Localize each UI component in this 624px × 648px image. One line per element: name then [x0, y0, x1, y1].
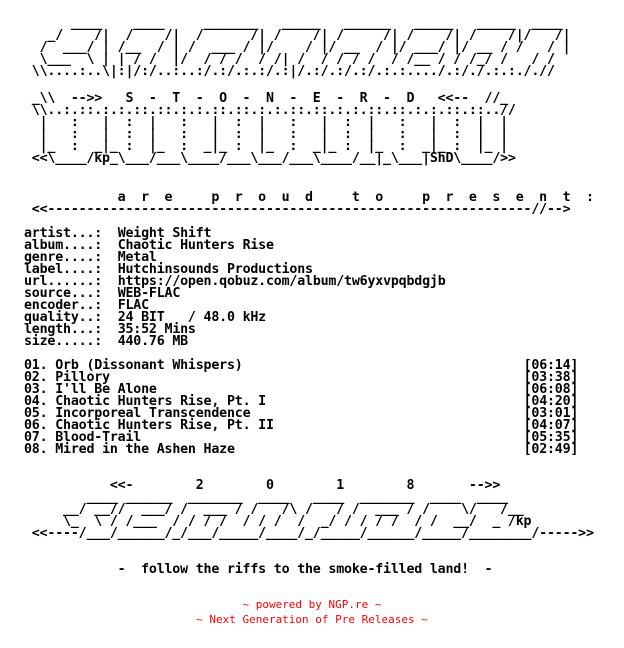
track-duration: [02:49] — [523, 442, 579, 457]
track-duration: [04:07] — [523, 418, 579, 433]
track-title: Chaotic Hunters Rise, Pt. II — [55, 418, 274, 433]
track-duration: [04:20] — [523, 394, 579, 409]
info-value: WEB-FLAC — [117, 286, 181, 301]
ascii-year-banner: <<- 2 0 1 8 -->> ____ ______ _______ ____ ____ _______ ____ ____ __/ __// ___/ / ___ / / /\ / / / ___ / / \/ /__ \_ \ / /___ / / / / / / / / _/ / / / / / / __/ _ /kp <<----/___/______/_/___/_____/____/_/_____/______/_____/________/----->> — [31, 478, 594, 541]
track-title: Incorporeal Transcendence — [55, 406, 251, 421]
track-duration: [06:08] — [523, 382, 579, 397]
track-number: 08. — [24, 442, 48, 457]
info-value: Weight Shift — [117, 226, 212, 241]
tracklist — [24, 360, 578, 456]
info-key: length...: — [24, 322, 103, 337]
track-duration: [03:01] — [523, 406, 579, 421]
info-value: FLAC — [117, 298, 149, 313]
track-duration: [03:38] — [523, 370, 579, 385]
track-title: Orb (Dissonant Whispers) — [55, 358, 243, 373]
info-key: quality..: — [24, 310, 103, 325]
track-duration: [06:14] — [523, 358, 579, 373]
track-number: 07. — [24, 430, 48, 445]
ascii-logo: ____ ____ _______ _____ ______ _____ _____ ____ _/ /| / /| / /| / /| / /| / /| / /|/ /| / ___/ | /__ / | / ___ / |/ / |/ __ / |/ ___/ |/ __ / / / | \___ \ | | / / |/ / / / / /| / / / / / / /__ / / /_/ / / / \\....:..\|:|/:/..:..:/.:/.:.:/.:|/.:/.:/.:/.:.:..../.:/./.:.:./.// — [31, 16, 571, 79]
track-title: Chaotic Hunters Rise, Pt. I — [55, 394, 266, 409]
info-value: 440.76 MB — [117, 334, 188, 349]
info-key: source...: — [24, 286, 103, 301]
info-key: label....: — [24, 262, 103, 277]
track-title: I'll Be Alone — [55, 382, 157, 397]
ascii-banner-stonerd: _\\ -->> S - T - O - N - E - R - D <<-- //_ \\..:.::.:.:.::.::.:.:.::.::.:.:.::.::.:.:.::.::.:.:.::.::..// | : | : | : | : | : | : | : | : | | | : | : | : | : | : | : | : | : | | |_ : _|_ : |_ : _|_ : |_ : _|_ : |_ : _|_ : |_ | <<\____/kp_\___/___\____/___\___/___\____/__|_\___|ShD\____/>> — [31, 91, 516, 166]
track-number: 02. — [24, 370, 48, 385]
info-value: https://open.qobuz.com/album/tw6yxvpqbdgjb — [117, 274, 446, 289]
info-value: Chaotic Hunters Rise — [117, 238, 274, 253]
info-key: album....: — [24, 238, 103, 253]
track-number: 01. — [24, 358, 48, 373]
info-key: encoder..: — [24, 298, 103, 313]
info-row — [24, 336, 446, 348]
footer-ngp-tagline: ~ Next Generation of Pre Releases ~ — [196, 613, 428, 626]
track-title: Pillory — [55, 370, 110, 385]
ascii-present-header: a r e p r o u d t o p r e s e n t : <<--------------------------------------------------------------//--> — [31, 190, 594, 217]
track-duration: [05:35] — [523, 430, 579, 445]
track-title: Mired in the Ashen Haze — [55, 442, 235, 457]
footer-powered-by: ~ powered by NGP.re ~ — [242, 598, 382, 611]
track-number: 04. — [24, 394, 48, 409]
track-number: 06. — [24, 418, 48, 433]
track-number: 05. — [24, 406, 48, 421]
info-key: url......: — [24, 274, 103, 289]
info-key: genre....: — [24, 250, 103, 265]
track-row — [24, 444, 578, 456]
info-key: size.....: — [24, 334, 103, 349]
info-value: Metal — [117, 250, 157, 265]
tagline: - follow the riffs to the smoke-filled land! - — [24, 562, 493, 577]
release-info — [24, 228, 446, 348]
track-title: Blood-Trail — [55, 430, 142, 445]
track-number: 03. — [24, 382, 48, 397]
info-value: 24 BIT / 48.0 kHz — [117, 310, 266, 325]
info-key: artist...: — [24, 226, 103, 241]
info-value: 35:52 Mins — [117, 322, 196, 337]
info-value: Hutchinsounds Productions — [117, 262, 313, 277]
